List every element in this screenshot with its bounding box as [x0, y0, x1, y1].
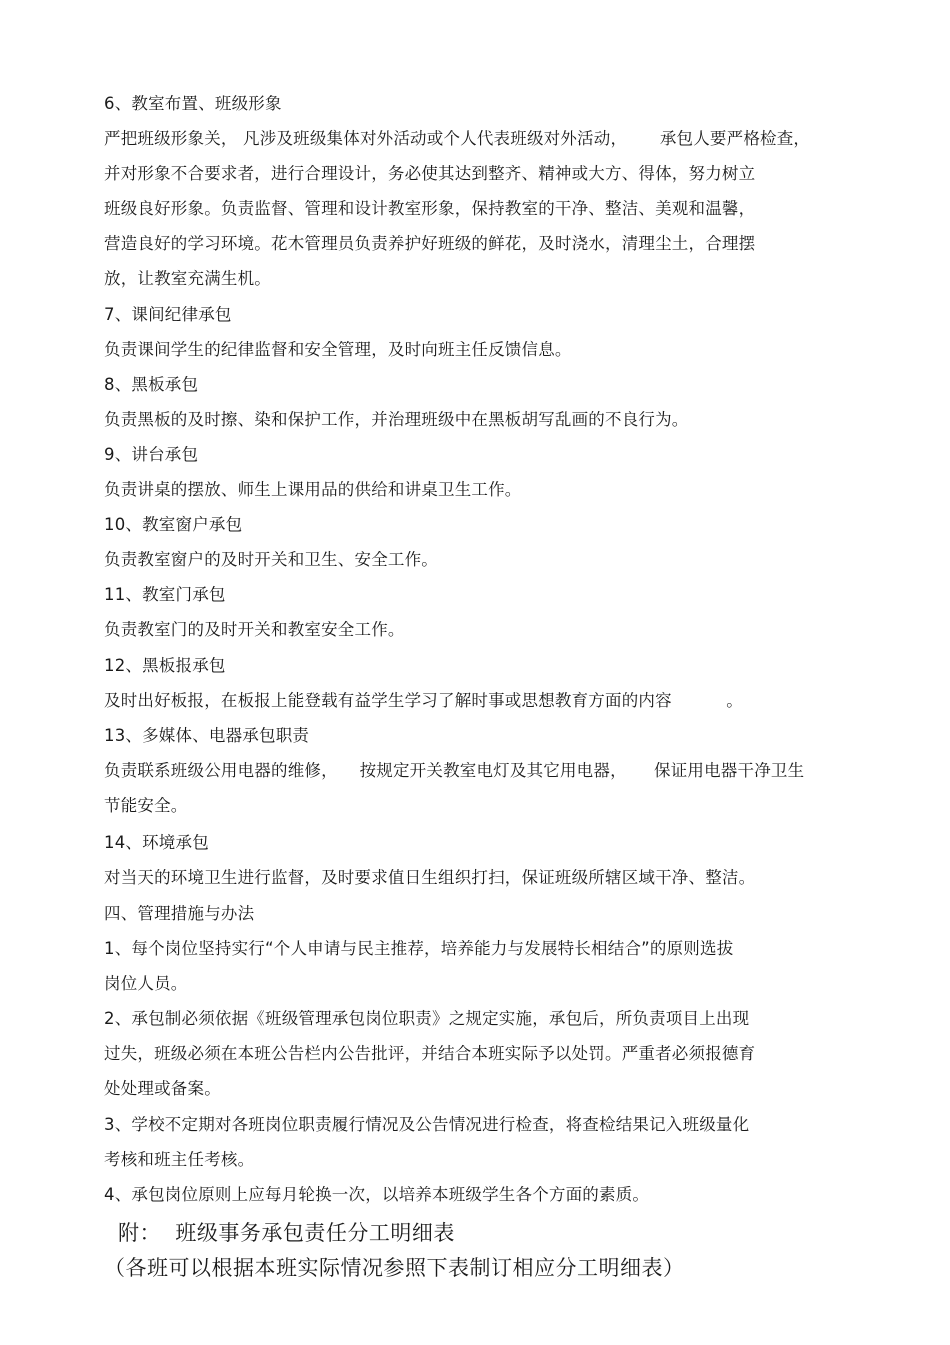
text-line: 3、学校不定期对各班岗位职责履行情况及公告情况进行检查，将查检结果记入班级量化: [104, 1115, 750, 1134]
text-line: 负责讲桌的摆放、师生上课用品的供给和讲桌卫生工作。: [104, 480, 522, 499]
text-line: 负责联系班级公用电器的维修， 按规定开关教室电灯及其它用电器， 保证用电器干净卫生: [104, 761, 805, 780]
appendix-note: （各班可以根据本班实际情况参照下表制订相应分工明细表）: [104, 1256, 685, 1280]
text-line: 2、承包制必须依据《班级管理承包岗位职责》之规定实施，承包后，所负责项目上出现: [104, 1009, 750, 1028]
text-line: 负责课间学生的纪律监督和安全管理，及时向班主任反馈信息。: [104, 340, 572, 359]
text-line: 10、教室窗户承包: [104, 515, 243, 534]
text-line: 8、黑板承包: [104, 375, 199, 394]
text-line: 6、教室布置、班级形象: [104, 94, 282, 113]
text-line: 考核和班主任考核。: [104, 1150, 255, 1169]
text-line: 13、多媒体、电器承包职责: [104, 726, 310, 745]
text-line: 四、管理措施与办法: [104, 904, 255, 923]
text-line: 负责教室门的及时开关和教室安全工作。: [104, 620, 405, 639]
text-line: 及时出好板报，在板报上能登载有益学生学习了解时事或思想教育方面的内容 。: [104, 691, 743, 710]
text-line: 放，让教室充满生机。: [104, 269, 271, 288]
text-line: 对当天的环境卫生进行监督，及时要求值日生组织打扫，保证班级所辖区域干净、整洁。: [104, 868, 756, 887]
text-line: 负责教室窗户的及时开关和卫生、安全工作。: [104, 550, 438, 569]
text-line: 岗位人员。: [104, 974, 188, 993]
appendix-title: 附： 班级事务承包责任分工明细表: [118, 1221, 455, 1245]
text-line: 4、承包岗位原则上应每月轮换一次，以培养本班级学生各个方面的素质。: [104, 1185, 650, 1204]
text-line: 12、黑板报承包: [104, 656, 226, 675]
text-line: 严把班级形象关， 凡涉及班级集体对外活动或个人代表班级对外活动， 承包人要严格检查，: [104, 129, 811, 148]
text-line: 11、教室门承包: [104, 585, 226, 604]
text-line: 处处理或备案。: [104, 1079, 221, 1098]
text-line: 9、讲台承包: [104, 445, 199, 464]
text-line: 营造良好的学习环境。花木管理员负责养护好班级的鲜花，及时浇水，清理尘土，合理摆: [104, 234, 756, 253]
text-line: 负责黑板的及时擦、染和保护工作，并治理班级中在黑板胡写乱画的不良行为。: [104, 410, 689, 429]
text-line: 过失，班级必须在本班公告栏内公告批评，并结合本班实际予以处罚。严重者必须报德育: [104, 1044, 756, 1063]
text-line: 班级良好形象。负责监督、管理和设计教室形象，保持教室的干净、整洁、美观和温馨，: [104, 199, 756, 218]
text-line: 1、每个岗位坚持实行“个人申请与民主推荐，培养能力与发展特长相结合”的原则选拔: [104, 939, 734, 958]
text-line: 节能安全。: [104, 796, 188, 815]
text-line: 14、环境承包: [104, 833, 209, 852]
text-line: 7、课间纪律承包: [104, 305, 232, 324]
text-line: 并对形象不合要求者，进行合理设计，务必使其达到整齐、精神或大方、得体，努力树立: [104, 164, 756, 183]
